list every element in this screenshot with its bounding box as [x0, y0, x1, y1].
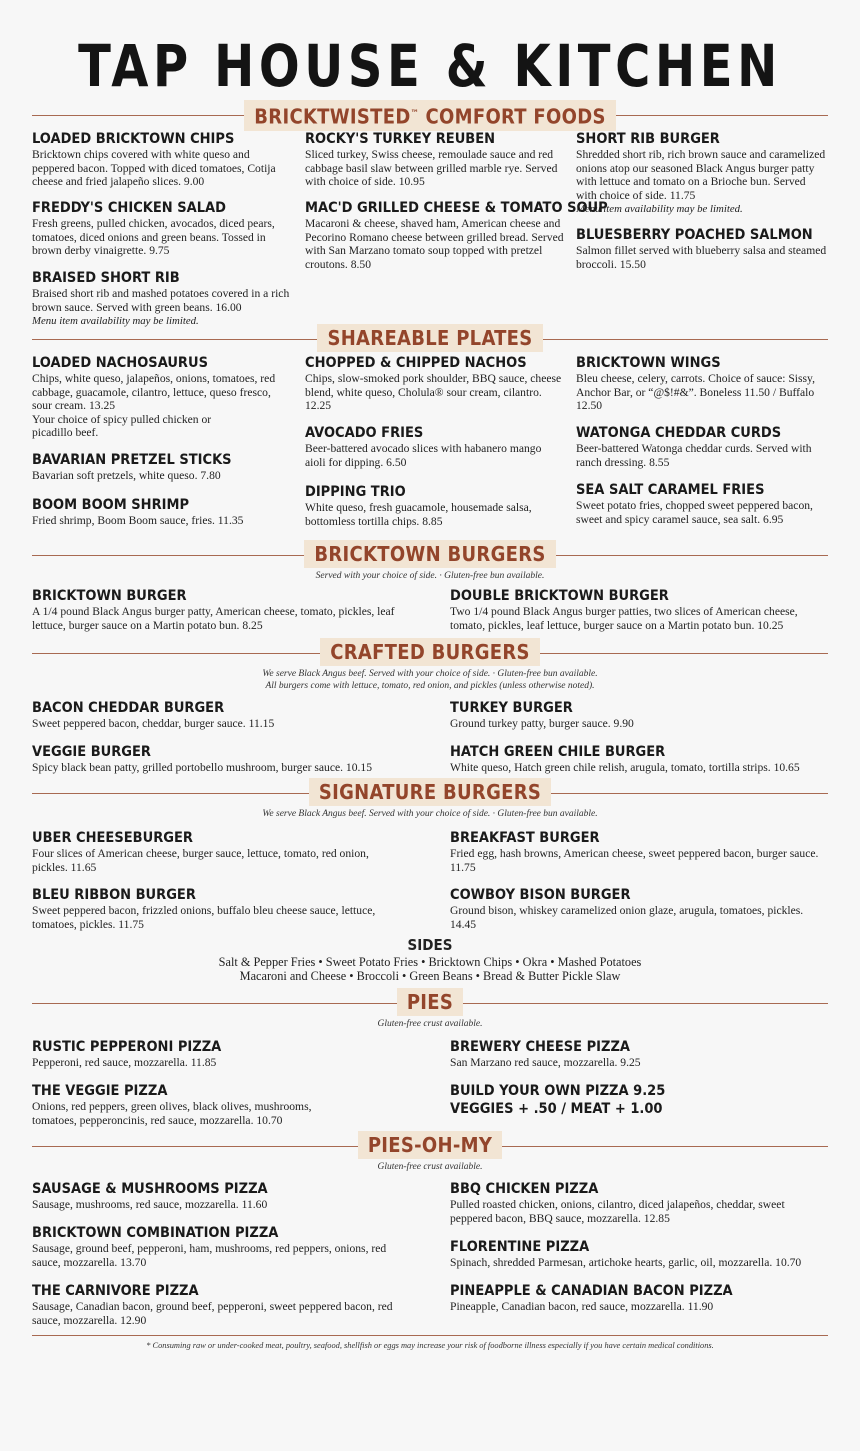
item-desc: White queso, Hatch green chile relish, arugula, tomato, tortilla strips. 10.65	[450, 761, 800, 774]
item-name: SHORT RIB BURGER	[576, 131, 720, 147]
item-name: BRICKTOWN BURGER	[32, 588, 187, 604]
item-desc: Four slices of American cheese, burger sauce, lettuce, tomato, red onion, pickles. 11.65	[32, 847, 369, 874]
menu-item	[305, 199, 608, 271]
item-name: DIPPING TRIO	[305, 484, 406, 500]
footer-rule	[32, 1335, 828, 1336]
item-name: ROCKY'S TURKEY REUBEN	[305, 131, 496, 147]
bricktown-burgers-heading: BRICKTOWN BURGERS	[304, 540, 555, 568]
item-desc: Pulled roasted chicken, onions, cilantro, diced jalapeños, cheddar, sweet peppered bacon, BBQ sauce, mozzarella. 12.85	[450, 1198, 785, 1225]
item-desc: Spinach, shredded Parmesan, artichoke hearts, garlic, oil, mozzarella. 10.70	[450, 1256, 802, 1269]
item-name: COWBOY BISON BURGER	[450, 887, 631, 903]
item-name: CHOPPED & CHIPPED NACHOS	[305, 355, 527, 371]
item-name: DOUBLE BRICKTOWN BURGER	[450, 588, 669, 604]
menu-item	[32, 130, 290, 189]
item-name: FREDDY'S CHICKEN SALAD	[32, 200, 226, 216]
section-note: We serve Black Angus beef. Served with your choice of side. · Gluten-free bun available.	[262, 809, 598, 819]
menu-item	[450, 587, 828, 632]
item-desc: Two 1/4 pound Black Angus burger patties, two slices of American cheese, tomato, pickles, leaf lettuce, burger sauce on a Martin potato bun. 10.25	[450, 605, 798, 632]
pies-heading: PIES	[397, 988, 463, 1016]
item-name: BUILD YOUR OWN PIZZA 9.25	[450, 1083, 666, 1099]
item-desc: Spicy black bean patty, grilled portobello mushroom, burger sauce. 10.15	[32, 761, 373, 774]
menu-item	[450, 829, 828, 874]
item-desc: Chips, slow-smoked pork shoulder, BBQ sauce, cheese blend, white queso, Cholula® sour cream, cilantro. 12.25	[305, 372, 562, 413]
item-desc: San Marzano red sauce, mozzarella. 9.25	[450, 1056, 641, 1069]
menu-item	[305, 130, 563, 189]
item-name: FLORENTINE PIZZA	[450, 1239, 590, 1255]
shareable-plates-heading: SHAREABLE PLATES	[317, 324, 542, 352]
menu-item	[32, 886, 407, 931]
item-name: TURKEY BURGER	[450, 700, 573, 716]
item-desc: Onions, red peppers, green olives, black olives, mushrooms, tomatoes, pepperoncinis, red sauce, mozzarella. 10.70	[32, 1100, 312, 1127]
item-name: LOADED NACHOSAURUS	[32, 355, 208, 371]
menu-item	[32, 1038, 332, 1070]
item-desc: Bricktown chips covered with white queso and peppered bacon. Topped with diced tomatoes, Cotija cheese and fried jalapeño slices. 9.00	[32, 148, 276, 189]
page-title: TAP HOUSE & KITCHEN	[78, 32, 782, 100]
item-desc: Bavarian soft pretzels, white queso. 7.80	[32, 469, 221, 482]
item-name: THE VEGGIE PIZZA	[32, 1083, 168, 1099]
item-name: SAUSAGE & MUSHROOMS PIZZA	[32, 1181, 268, 1197]
item-desc: Salmon fillet served with blueberry salsa and steamed broccoli. 15.50	[576, 244, 827, 271]
menu-item	[32, 1180, 402, 1212]
item-name: LOADED BRICKTOWN CHIPS	[32, 131, 235, 147]
item-desc: Sliced turkey, Swiss cheese, remoulade sauce and red cabbage basil slaw between grilled marble rye. Served with choice of side. 10.95	[305, 148, 558, 189]
menu-item	[32, 1282, 402, 1327]
item-desc: Chips, white queso, jalapeños, onions, tomatoes, red cabbage, guacamole, cilantro, lettuce, queso fresco, sour cream. 13.25	[32, 372, 276, 413]
item-name-extra: VEGGIES + .50 / MEAT + 1.00	[450, 1101, 663, 1117]
menu-item	[32, 587, 412, 632]
item-name: BRAISED SHORT RIB	[32, 270, 180, 286]
item-name: SEA SALT CARAMEL FRIES	[576, 482, 765, 498]
availability-note: Menu item availability may be limited.	[576, 203, 743, 216]
item-name: BOOM BOOM SHRIMP	[32, 497, 190, 513]
item-desc: Beer-battered avocado slices with habanero mango aioli for dipping. 6.50	[305, 442, 542, 469]
section-note: All burgers come with lettuce, tomato, red onion, and pickles (unless otherwise noted).	[265, 681, 595, 691]
sides-heading: SIDES	[407, 936, 453, 954]
comfort-foods-heading: BRICKTWISTED™ COMFORT FOODS	[244, 100, 615, 131]
menu-item	[450, 1082, 828, 1118]
item-desc: Sweet peppered bacon, frizzled onions, buffalo bleu cheese sauce, lettuce, tomatoes, pickles. 11.75	[32, 904, 376, 931]
item-desc: Shredded short rib, rich brown sauce and caramelized onions atop our seasoned Black Angus burger patty with lettuce and tomato on a Brioche bun. Served with choice of side. 11.75	[576, 148, 826, 202]
availability-note: Menu item availability may be limited.	[32, 315, 199, 328]
sides-list: Salt & Pepper Fries • Sweet Potato Fries • Bricktown Chips • Okra • Mashed Potatoes	[218, 955, 642, 969]
item-desc: Ground bison, whiskey caramelized onion glaze, arugula, tomatoes, pickles. 14.45	[450, 904, 804, 931]
menu-item	[305, 424, 563, 469]
menu-item	[450, 699, 828, 731]
menu-item	[576, 354, 828, 413]
item-desc: Bleu cheese, celery, carrots. Choice of sauce: Sissy, Anchor Bar, or “@$!#&”. Boneless 11.50 / Buffalo 12.50	[576, 372, 815, 413]
item-name: BLEU RIBBON BURGER	[32, 887, 196, 903]
sides-list: Macaroni and Cheese • Broccoli • Green Beans • Bread & Butter Pickle Slaw	[239, 969, 621, 983]
menu-item	[450, 1238, 830, 1270]
menu-item	[32, 354, 290, 440]
menu-item	[450, 1282, 828, 1314]
item-name: THE CARNIVORE PIZZA	[32, 1283, 199, 1299]
item-desc: Ground turkey patty, burger sauce. 9.90	[450, 717, 634, 730]
menu-item	[576, 226, 828, 271]
item-desc: White queso, fresh guacamole, housemade salsa, bottomless tortilla chips. 8.85	[305, 501, 532, 528]
item-desc: Pepperoni, red sauce, mozzarella. 11.85	[32, 1056, 217, 1069]
item-name: HATCH GREEN CHILE BURGER	[450, 744, 666, 760]
item-name: RUSTIC PEPPERONI PIZZA	[32, 1039, 222, 1055]
menu-item	[32, 199, 290, 258]
pies-oh-my-heading: PIES-OH-MY	[358, 1131, 502, 1159]
menu-item	[450, 743, 830, 775]
menu-item	[32, 496, 243, 528]
item-name: AVOCADO FRIES	[305, 425, 424, 441]
item-desc: Braised short rib and mashed potatoes covered in a rich brown sauce. Served with green beans. 16.00	[32, 287, 290, 314]
item-name: PINEAPPLE & CANADIAN BACON PIZZA	[450, 1283, 733, 1299]
menu-item	[576, 130, 828, 217]
menu-item	[576, 481, 828, 526]
item-desc: Sausage, ground beef, pepperoni, ham, mushrooms, red peppers, onions, red sauce, mozzarella. 13.70	[32, 1242, 387, 1269]
item-desc: Fried egg, hash browns, American cheese, sweet peppered bacon, burger sauce. 11.75	[450, 847, 819, 874]
menu-item	[32, 451, 232, 483]
item-desc: Fresh greens, pulled chicken, avocados, diced pears, tomatoes, diced onions and green beans. Tossed in brown derby vinaigrette. 9.75	[32, 217, 275, 258]
item-name: MAC'D GRILLED CHEESE & TOMATO SOUP	[305, 200, 608, 216]
menu-item	[32, 1082, 332, 1127]
item-name: VEGGIE BURGER	[32, 744, 151, 760]
item-name: BRICKTOWN COMBINATION PIZZA	[32, 1225, 279, 1241]
menu-item	[450, 886, 828, 931]
item-name: BACON CHEDDAR BURGER	[32, 700, 225, 716]
item-name: BLUESBERRY POACHED SALMON	[576, 227, 813, 243]
section-note: Gluten-free crust available.	[377, 1019, 483, 1029]
menu-item	[576, 424, 828, 469]
item-desc: A 1/4 pound Black Angus burger patty, American cheese, tomato, pickles, leaf lettuce, burger sauce on a Martin potato bun. 8.25	[32, 605, 395, 632]
item-name: WATONGA CHEDDAR CURDS	[576, 425, 782, 441]
item-name: BAVARIAN PRETZEL STICKS	[32, 452, 232, 468]
menu-item	[450, 1180, 828, 1225]
menu-item	[32, 269, 290, 329]
menu-item	[32, 1224, 402, 1269]
item-desc: Sweet peppered bacon, cheddar, burger sauce. 11.15	[32, 717, 275, 730]
item-desc-extra: Your choice of spicy pulled chicken or picadillo beef.	[32, 412, 212, 440]
crafted-burgers-heading: CRAFTED BURGERS	[320, 638, 540, 666]
item-name: BREAKFAST BURGER	[450, 830, 600, 846]
item-name: BREWERY CHEESE PIZZA	[450, 1039, 631, 1055]
item-name: UBER CHEESEBURGER	[32, 830, 193, 846]
menu-item	[305, 354, 563, 413]
item-desc: Sausage, Canadian bacon, ground beef, pepperoni, sweet peppered bacon, red sauce, mozzarella. 12.90	[32, 1300, 393, 1327]
section-note: Gluten-free crust available.	[377, 1162, 483, 1172]
menu-item	[32, 743, 412, 775]
item-name: BBQ CHICKEN PIZZA	[450, 1181, 599, 1197]
menu-item	[32, 829, 407, 874]
menu-item	[305, 483, 563, 528]
menu-item	[450, 1038, 828, 1070]
section-note: We serve Black Angus beef. Served with your choice of side. · Gluten-free bun available.	[262, 669, 598, 679]
footer-disclaimer: * Consuming raw or under-cooked meat, poultry, seafood, shellfish or eggs may increase your risk of foodborne illness especially if you have certain medical conditions.	[146, 1341, 714, 1350]
item-desc: Beer-battered Watonga cheddar curds. Served with ranch dressing. 8.55	[576, 442, 812, 469]
item-name: BRICKTOWN WINGS	[576, 355, 721, 371]
signature-burgers-heading: SIGNATURE BURGERS	[309, 778, 551, 806]
item-desc: Sweet potato fries, chopped sweet peppered bacon, sweet and spicy caramel sauce, sea salt. 6.95	[576, 499, 813, 526]
section-note: Served with your choice of side. · Gluten-free bun available.	[315, 571, 545, 581]
item-desc: Fried shrimp, Boom Boom sauce, fries. 11.35	[32, 514, 244, 527]
item-desc: Pineapple, Canadian bacon, red sauce, mozzarella. 11.90	[450, 1300, 714, 1313]
item-desc: Macaroni & cheese, shaved ham, American cheese and Pecorino Romano cheese between grilled bread. Served with San Marzano tomato soup topped with pretzel croutons. 8.50	[305, 217, 564, 271]
menu-item	[32, 699, 412, 731]
item-desc: Sausage, mushrooms, red sauce, mozzarella. 11.60	[32, 1198, 268, 1211]
